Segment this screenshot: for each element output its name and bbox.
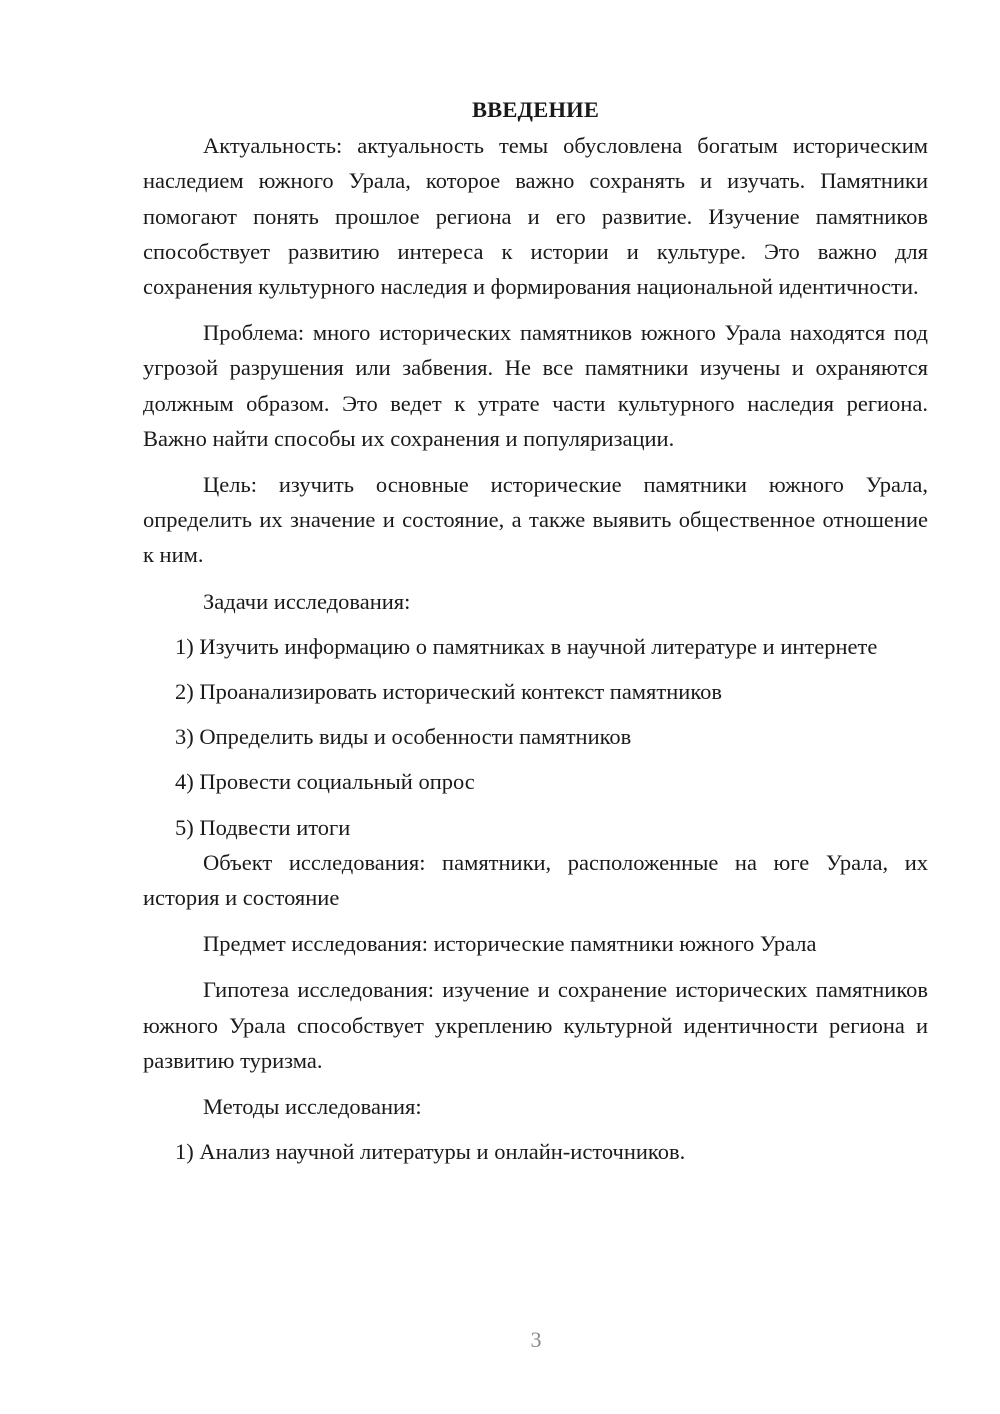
- method-item-1: 1) Анализ научной литературы и онлайн-источников.: [175, 1139, 686, 1165]
- paragraph-relevance: Актуальность: актуальность темы обусловлена богатым историческим наследием южного Урала, которое важно сохранять и изучать. Памятники помогают понять прошлое региона и его развитие. Изучение памятников способствует развитию интереса к истории и культуре. Это важно для сохранения культурного наследия и формирования национальной идентичности.: [143, 133, 928, 300]
- paragraph-problem: Проблема: много исторических памятников южного Урала находятся под угрозой разрушения или забвения. Не все памятники изучены и охраняются должным образом. Это ведет к утрате части культурного наследия региона. Важно найти способы их сохранения и популяризации.: [143, 320, 928, 451]
- tasks-title: Задачи исследования:: [203, 588, 411, 614]
- task-item-2: 2) Проанализировать исторический контекст памятников: [175, 679, 722, 705]
- task-item-5: 5) Подвести итоги: [175, 814, 351, 840]
- section-heading: ВВЕДЕНИЕ: [471, 97, 600, 122]
- task-item-4: 4) Провести социальный опрос: [175, 769, 475, 795]
- paragraph-hypothesis: Гипотеза исследования: изучение и сохранение исторических памятников южного Урала способствует укреплению культурной идентичности региона и развитию туризма.: [143, 977, 928, 1073]
- task-item-1: 1) Изучить информацию о памятниках в научной литературе и интернете: [175, 633, 878, 659]
- page-number: 3: [530, 1327, 542, 1352]
- paragraph-goal: Цель: изучить основные исторические памятники южного Урала, определить их значение и состояние, а также выявить общественное отношение к ним.: [143, 472, 928, 568]
- paragraph-object: Объект исследования: памятники, расположенные на юге Урала, их история и состояние: [143, 849, 928, 911]
- task-item-3: 3) Определить виды и особенности памятников: [175, 724, 632, 750]
- paragraph-subject: Предмет исследования: исторические памятники южного Урала: [203, 931, 817, 957]
- methods-title: Методы исследования:: [203, 1094, 422, 1120]
- document-body: [143, 92, 928, 1169]
